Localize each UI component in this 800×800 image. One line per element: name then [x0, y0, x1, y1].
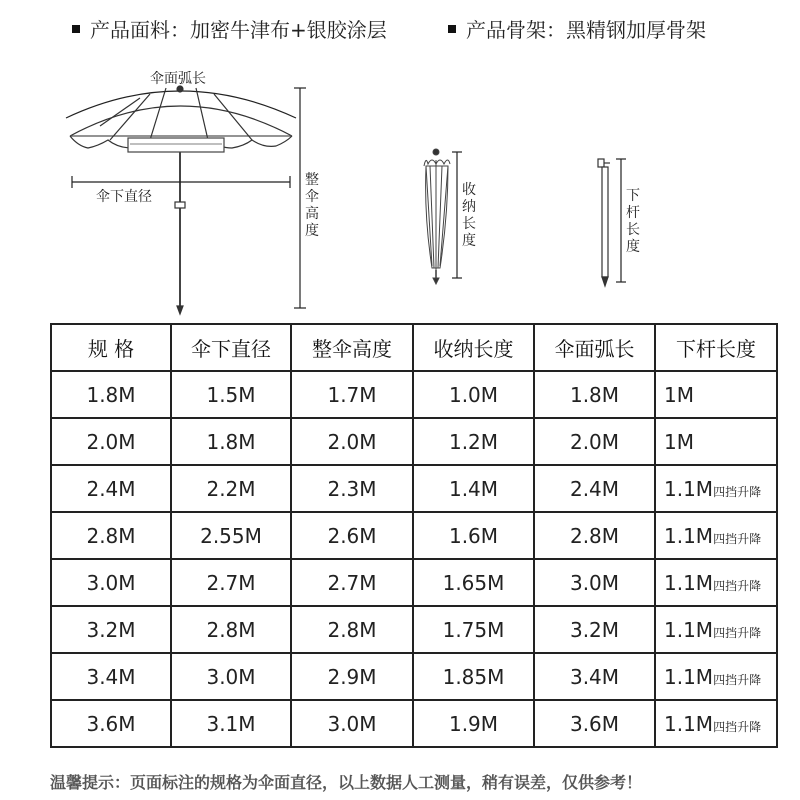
- bullet-square-icon: [72, 25, 80, 33]
- cell-spec: 2.8M: [51, 512, 171, 559]
- cell-height: 2.7M: [291, 559, 413, 606]
- folded-umbrella-icon: [424, 149, 450, 284]
- table-row: [51, 606, 777, 653]
- cell-diameter: 2.8M: [171, 606, 291, 653]
- rod-value: 1.1M: [664, 570, 714, 595]
- fabric-text: 产品面料：加密牛津布+银胶涂层: [90, 18, 387, 42]
- cell-folded: 1.2M: [413, 418, 534, 465]
- umbrella-diagram: [0, 56, 800, 318]
- arc-length-label: 伞面弧长: [150, 71, 206, 87]
- spec-table: [50, 323, 778, 748]
- cell-diameter: 3.1M: [171, 700, 291, 747]
- cell-height: 3.0M: [291, 700, 413, 747]
- cell-height: 2.6M: [291, 512, 413, 559]
- cell-folded: 1.85M: [413, 653, 534, 700]
- rod-value: 1.1M: [664, 523, 714, 548]
- cell-folded: 1.65M: [413, 559, 534, 606]
- cell-arc: 2.4M: [534, 465, 655, 512]
- cell-folded: 1.4M: [413, 465, 534, 512]
- rod-note: 四挡升降: [713, 719, 762, 734]
- cell-rod: [655, 606, 777, 653]
- frame-text: 产品骨架：黑精钢加厚骨架: [466, 18, 706, 42]
- col-header-spec: 规 格: [51, 324, 171, 371]
- cell-height: 2.8M: [291, 606, 413, 653]
- cell-diameter: 1.8M: [171, 418, 291, 465]
- rod-note: 四挡升降: [713, 672, 762, 687]
- rod-note: 四挡升降: [713, 484, 762, 499]
- cell-folded: 1.0M: [413, 371, 534, 418]
- table-row: [51, 512, 777, 559]
- table-row: [51, 653, 777, 700]
- cell-arc: 3.2M: [534, 606, 655, 653]
- cell-spec: 2.0M: [51, 418, 171, 465]
- rod-value: 1.1M: [664, 711, 714, 736]
- rod-value: 1M: [664, 429, 694, 454]
- fabric-info: [72, 14, 387, 43]
- folded-length-label: 收纳长度: [462, 182, 476, 249]
- cell-diameter: 3.0M: [171, 653, 291, 700]
- cell-spec: 3.4M: [51, 653, 171, 700]
- cell-arc: 3.0M: [534, 559, 655, 606]
- rod-length-label: 下杆长度: [626, 188, 640, 255]
- table-row: [51, 465, 777, 512]
- table-row: [51, 418, 777, 465]
- rod-note: 四挡升降: [713, 531, 762, 546]
- rod-note: 四挡升降: [713, 578, 762, 593]
- cell-rod: [655, 700, 777, 747]
- col-header-height: 整伞高度: [291, 324, 413, 371]
- cell-height: 2.3M: [291, 465, 413, 512]
- cell-diameter: 2.55M: [171, 512, 291, 559]
- bullet-square-icon: [448, 25, 456, 33]
- cell-height: 2.9M: [291, 653, 413, 700]
- cell-spec: 3.0M: [51, 559, 171, 606]
- cell-rod: [655, 465, 777, 512]
- cell-spec: 2.4M: [51, 465, 171, 512]
- col-header-rod: 下杆长度: [655, 324, 777, 371]
- cell-folded: 1.6M: [413, 512, 534, 559]
- rod-note: 四挡升降: [713, 625, 762, 640]
- cell-folded: 1.75M: [413, 606, 534, 653]
- cell-arc: 1.8M: [534, 371, 655, 418]
- cell-rod: [655, 559, 777, 606]
- cell-folded: 1.9M: [413, 700, 534, 747]
- table-row: [51, 371, 777, 418]
- rod-value: 1M: [664, 382, 694, 407]
- cell-spec: 1.8M: [51, 371, 171, 418]
- table-header-row: [51, 324, 777, 371]
- frame-info: [448, 14, 706, 43]
- rod-value: 1.1M: [664, 617, 714, 642]
- cell-diameter: 2.7M: [171, 559, 291, 606]
- col-header-diameter: 伞下直径: [171, 324, 291, 371]
- cell-rod: [655, 653, 777, 700]
- cell-arc: 3.4M: [534, 653, 655, 700]
- rod-value: 1.1M: [664, 476, 714, 501]
- footer-note: 温馨提示：页面标注的规格为伞面直径，以上数据人工测量，稍有误差，仅供参考！: [50, 773, 643, 792]
- cell-diameter: 1.5M: [171, 371, 291, 418]
- table-row: [51, 559, 777, 606]
- cell-height: 2.0M: [291, 418, 413, 465]
- cell-arc: 2.8M: [534, 512, 655, 559]
- cell-rod: [655, 512, 777, 559]
- total-height-label: 整伞高度: [305, 172, 319, 239]
- arc-dimension-line: [66, 91, 296, 118]
- table-row: [51, 700, 777, 747]
- diameter-label: 伞下直径: [96, 189, 152, 205]
- col-header-folded: 收纳长度: [413, 324, 534, 371]
- cell-diameter: 2.2M: [171, 465, 291, 512]
- cell-rod: [655, 371, 777, 418]
- cell-spec: 3.2M: [51, 606, 171, 653]
- cell-rod: [655, 418, 777, 465]
- rod-value: 1.1M: [664, 664, 714, 689]
- header: [0, 14, 800, 48]
- cell-spec: 3.6M: [51, 700, 171, 747]
- lower-rod-icon: [598, 159, 610, 286]
- col-header-arc: 伞面弧长: [534, 324, 655, 371]
- cell-height: 1.7M: [291, 371, 413, 418]
- cell-arc: 2.0M: [534, 418, 655, 465]
- cell-arc: 3.6M: [534, 700, 655, 747]
